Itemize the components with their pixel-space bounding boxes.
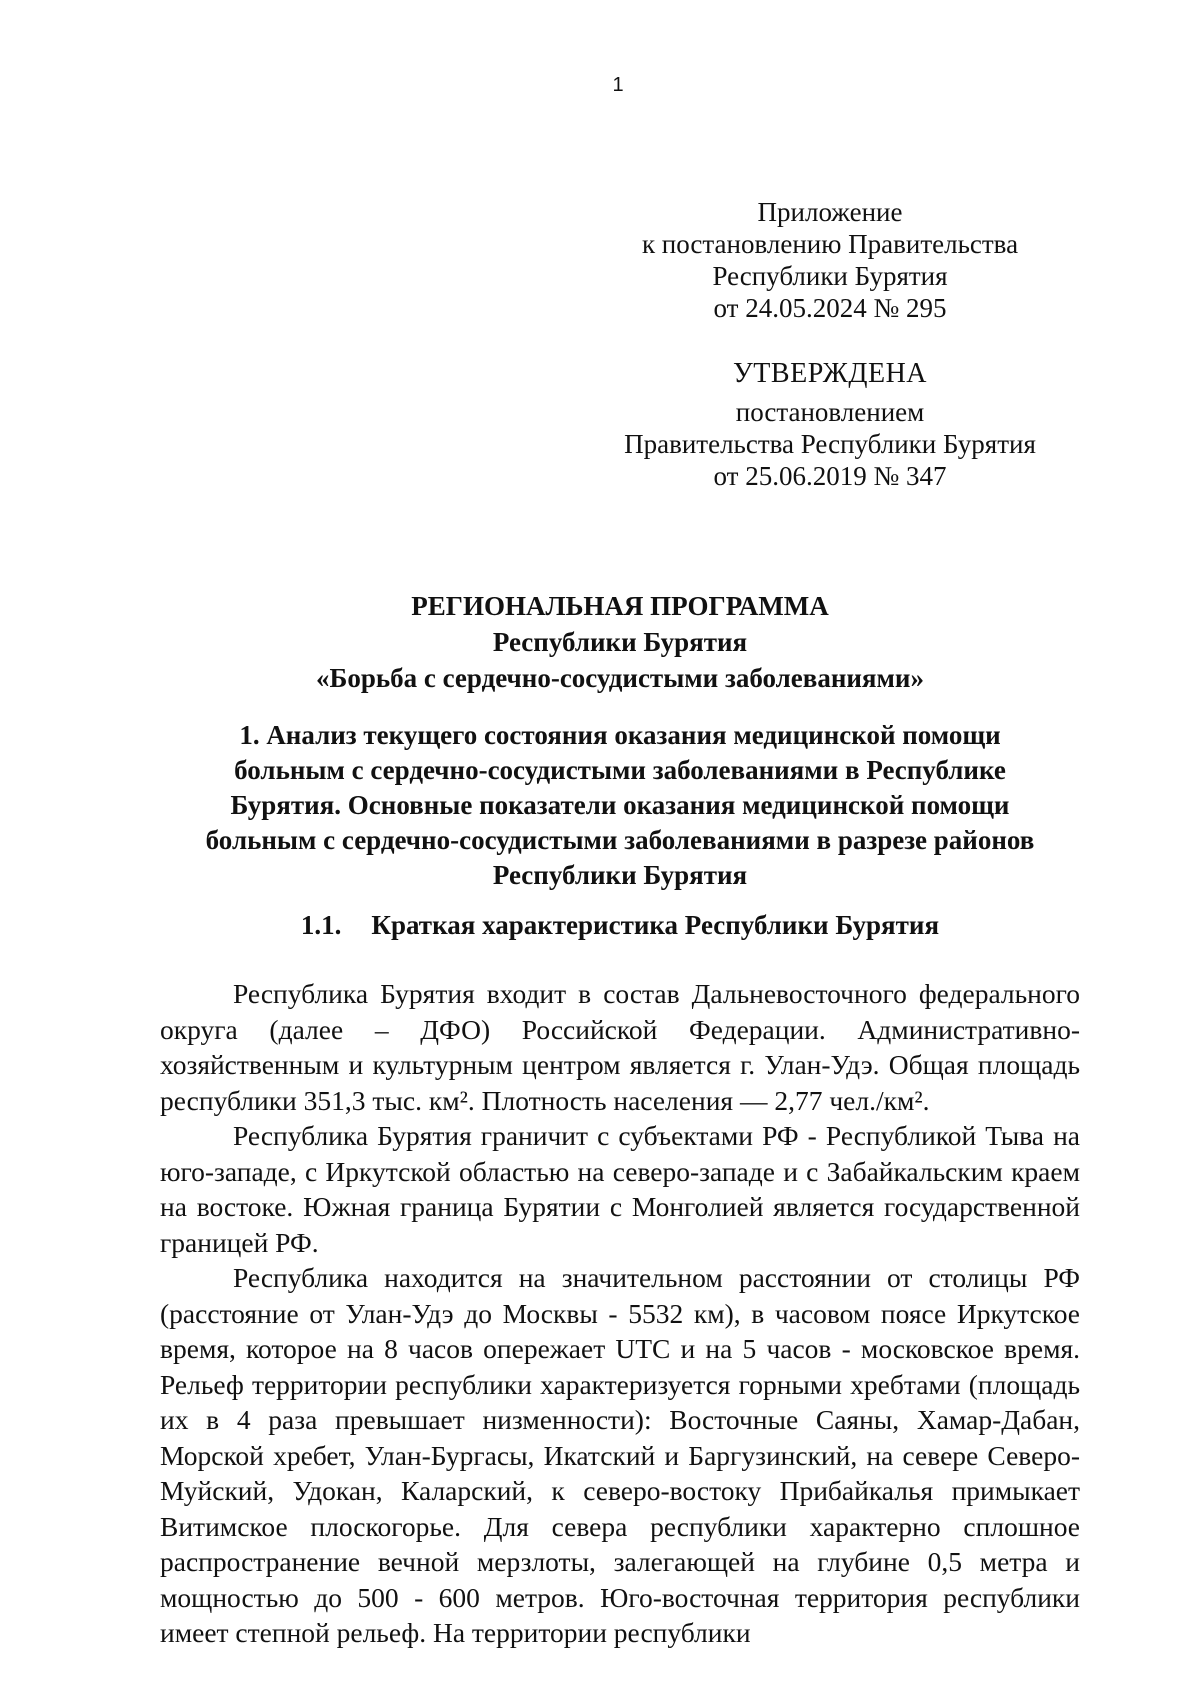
section-heading-line: Республики Бурятия xyxy=(492,860,748,890)
approved-line: от 25.06.2019 № 347 xyxy=(713,461,947,491)
subsection-number: 1.1. xyxy=(300,910,342,940)
paragraph: Республика Бурятия граничит с субъектами РФ - Республикой Тыва на юго-западе, с Иркутской областью на северо-западе и с Забайкальским краем на востоке. Южная граница Бурятии с Монголией является государственной границей РФ. xyxy=(160,1120,1080,1258)
appendix-line: от 24.05.2024 № 295 xyxy=(713,293,947,323)
section-heading xyxy=(160,718,1080,893)
program-title-line: Республики Бурятия xyxy=(492,627,748,657)
approved-block xyxy=(610,358,1050,492)
appendix-block xyxy=(610,196,1050,324)
section-heading-line: больным с сердечно-сосудистыми заболеваниями в Республике xyxy=(234,755,1006,785)
paragraph: Республика Бурятия входит в состав Дальневосточного федерального округа (далее – ДФО) Российской Федерации. Административно-хозяйственным и культурным центром является г. Улан-Удэ. Общая площадь республики 351,3 тыс. км². Плотность населения — 2,77 чел./км². xyxy=(160,978,1080,1116)
approved-line: Правительства Республики Бурятия xyxy=(624,429,1036,459)
section-heading-line: 1. Анализ текущего состояния оказания медицинской помощи xyxy=(239,720,1001,750)
section-heading-line: Бурятия. Основные показатели оказания медицинской помощи xyxy=(230,790,1010,820)
approved-title: УТВЕРЖДЕНА xyxy=(732,358,928,389)
page-number: 1 xyxy=(612,74,624,96)
appendix-line: к постановлению Правительства xyxy=(641,229,1019,259)
subsection-title: Краткая характеристика Республики Бурятия xyxy=(371,910,940,940)
section-heading-line: больным с сердечно-сосудистыми заболеваниями в разрезе районов xyxy=(205,825,1035,855)
appendix-line: Республики Бурятия xyxy=(712,261,948,291)
program-title-line: «Борьба с сердечно-сосудистыми заболеваниями» xyxy=(315,663,924,693)
program-title-line: РЕГИОНАЛЬНАЯ ПРОГРАММА xyxy=(411,591,829,621)
approved-line: постановлением xyxy=(735,397,925,427)
paragraph: Республика находится на значительном расстоянии от столицы РФ (расстояние от Улан-Удэ до Москвы - 5532 км), в часовом поясе Иркутское время, которое на 8 часов опережает UTC и на 5 часов - московское время. Рельеф территории республики характеризуется горными хребтами (площадь их в 4 раза превышает низменности): Восточные Саяны, Хамар-Дабан, Морской хребет, Улан-Бургасы, Икатский и Баргузинский, на севере Северо-Муйский, Удокан, Каларский, к северо-востоку Прибайкалья примыкает Витимское плоскогорье. Для севера республики характерно сплошное распространение вечной мерзлоты, залегающей на глубине 0,5 метра и мощностью до 500 - 600 метров. Юго-восточная территория республики имеет степной рельеф. На территории республики xyxy=(160,1262,1080,1648)
program-title xyxy=(160,588,1080,696)
body-text xyxy=(160,976,1080,1651)
subsection-heading xyxy=(160,908,1080,943)
appendix-line: Приложение xyxy=(757,197,903,227)
